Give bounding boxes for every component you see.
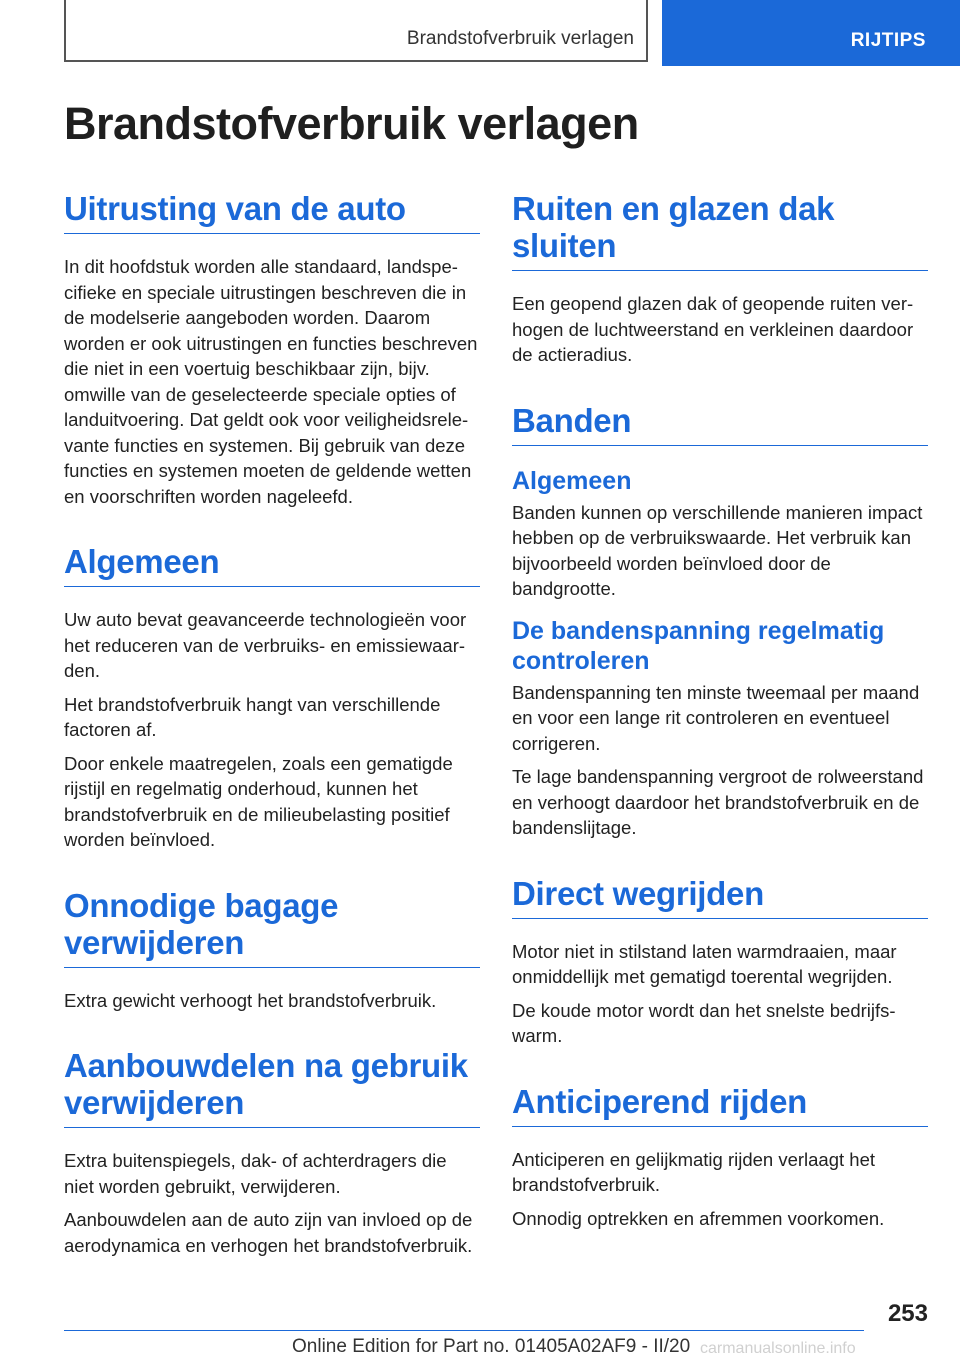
section bbox=[64, 190, 480, 509]
right-column bbox=[512, 190, 928, 1239]
body-paragraph: Extra gewicht verhoogt het brandstofverbruik. bbox=[64, 989, 437, 1011]
subsection-heading: Algemeen bbox=[512, 466, 632, 495]
section bbox=[64, 543, 480, 853]
page-title: Brandstofverbruik verlagen bbox=[64, 98, 639, 149]
body-paragraph: Aanbouwdelen aan de auto zijn van invloed op de aerodynamica en verhogen het brandstofverbruik. bbox=[64, 1209, 473, 1256]
section bbox=[512, 402, 928, 841]
header-chapter-tab bbox=[662, 0, 960, 66]
left-column bbox=[64, 190, 480, 1266]
subsection-heading: De bandenspanning regelmatig controleren bbox=[512, 616, 885, 675]
body-paragraph: Door enkele maatregelen, zoals een gematigde rijstijl en regelmatig onderhoud, kunnen het brandstofverbruik en de milieubelasting positief worden beïnvloed. bbox=[64, 752, 453, 850]
section bbox=[64, 887, 480, 1014]
body-paragraph: Onnodig optrekken en afremmen voorkomen. bbox=[512, 1207, 885, 1229]
body-paragraph: De koude motor wordt dan het snelste bedrijfswarm. bbox=[512, 999, 896, 1046]
header-chapter-label: RIJTIPS bbox=[850, 30, 926, 51]
section-heading: Algemeen bbox=[64, 543, 480, 587]
section-heading: Uitrusting van de auto bbox=[64, 190, 480, 234]
body-paragraph: Motor niet in stilstand laten warmdraaien, maar onmiddellijk met gematigd toerental wegrijden. bbox=[512, 940, 897, 987]
body-paragraph: Te lage bandenspanning vergroot de rolweerstand en verhoogt daardoor het brandstofverbruik en de bandenslijtage. bbox=[512, 766, 924, 838]
section bbox=[512, 875, 928, 1049]
footer-divider bbox=[64, 1330, 864, 1331]
body-paragraph: Banden kunnen op verschillende manieren impact hebben op de verbruikswaarde. Het verbruik kan bijvoorbeeld worden beïnvloed door de bandgrootte. bbox=[512, 501, 923, 599]
watermark: carmanualsonline.info bbox=[700, 1340, 856, 1357]
section-heading: Direct wegrijden bbox=[512, 875, 928, 919]
section-heading: Onnodige bagage verwijderen bbox=[64, 887, 480, 968]
body-paragraph: In dit hoofdstuk worden alle standaard, landspecifieke en speciale uitrustingen beschreven die in de modelserie aangeboden worden. Daarom worden er ook uitrustingen en functies beschreven die niet in een voertuig beschikbaar zijn, bijv. omwille van de geselecteerde speciale opties of landuitvoering. Dat geldt ook voor veiligheidsrelevante functies en systemen. Bij gebruik van deze functies en systemen moeten de geldende wetten en voorschriften worden nageleefd. bbox=[64, 256, 478, 507]
body-paragraph: Bandenspanning ten minste tweemaal per maand en voor een lange rit controleren en eventueel corrigeren. bbox=[512, 681, 920, 754]
section-heading: Ruiten en glazen dak sluiten bbox=[512, 190, 928, 271]
body-paragraph: Een geopend glazen dak of geopende ruiten verhogen de luchtweerstand en verkleinen daardoor de actieradius. bbox=[512, 293, 914, 365]
section-heading: Aanbouwdelen na gebruik verwijderen bbox=[64, 1047, 480, 1128]
body-paragraph: Het brandstofverbruik hangt van verschillende factoren af. bbox=[64, 693, 441, 740]
edition-note: Online Edition for Part no. 01405A02AF9 - II/20 bbox=[292, 1336, 691, 1357]
section bbox=[512, 1083, 928, 1232]
section-heading: Banden bbox=[512, 402, 928, 446]
body-paragraph: Anticiperen en gelijkmatig rijden verlaagt het brandstofverbruik. bbox=[512, 1148, 876, 1195]
section-heading: Anticiperend rijden bbox=[512, 1083, 928, 1127]
body-paragraph: Extra buitenspiegels, dak- of achterdragers die niet worden gebruikt, verwijderen. bbox=[64, 1150, 447, 1197]
page-number: 253 bbox=[887, 1300, 928, 1327]
section bbox=[512, 190, 928, 368]
section bbox=[64, 1047, 480, 1258]
header-section-tab bbox=[64, 0, 648, 62]
body-paragraph: Uw auto bevat geavanceerde technologieën voor het reduceren van de verbruiks- en emissiewaarden. bbox=[64, 609, 467, 681]
header-section-title: Brandstofverbruik verlagen bbox=[406, 28, 634, 49]
